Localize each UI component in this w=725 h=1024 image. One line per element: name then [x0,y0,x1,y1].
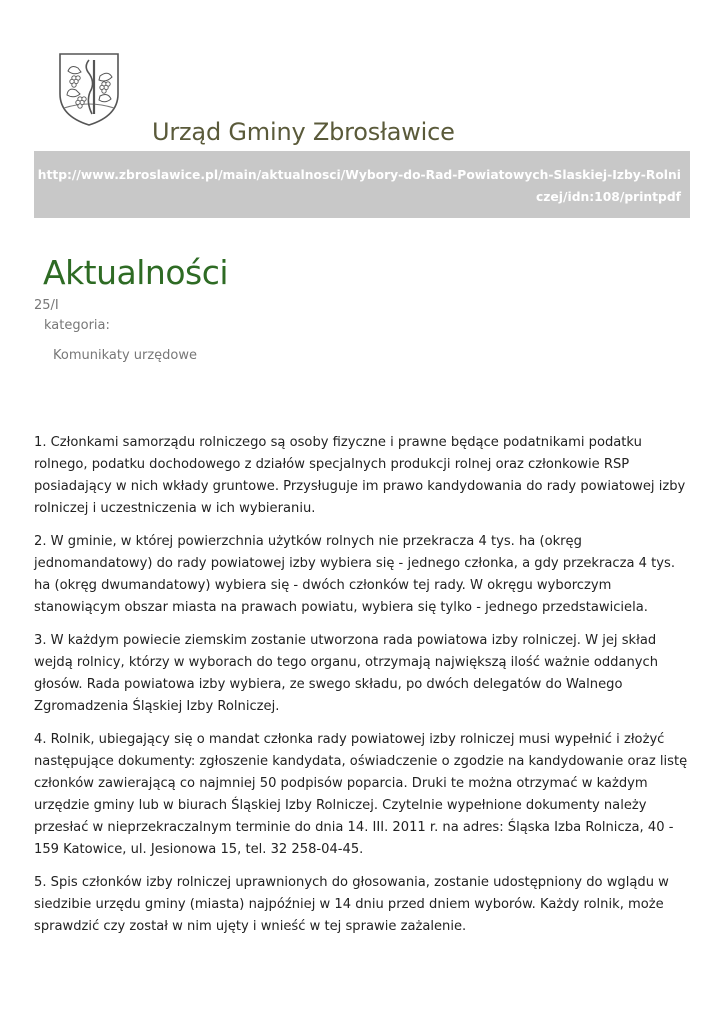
article-content [34,432,694,949]
article-paragraph: 3. W każdym powiecie ziemskim zostanie utworzona rada powiatowa izby rolniczej. W jej skład wejdą rolnicy, którzy w wyborach do tego organu, otrzymają największą ilość ważnie oddanych głosów. Rada powiatowa izby wybiera, ze swego składu, po dwóch delegatów do Walnego Zgromadzenia Śląskiej Izby Rolniczej. [34,633,659,714]
page-url[interactable]: http://www.zbroslawice.pl/main/aktualnosci/Wybory-do-Rad-Powiatowych-Slaskiej-Izby-Rolniczej/idn:108/printpdf [37,168,681,204]
article-paragraph: 5. Spis członków izby rolniczej uprawnionych do głosowania, zostanie udostępniony do wglądu w siedzibie urzędu gminy (miasta) najpóźniej w 14 dniu przed dniem wyborów. Każdy rolnik, może sprawdzić czy został w nim ujęty i wnieść w tej sprawie zażalenie. [34,875,669,934]
article-paragraph: 1. Członkami samorządu rolniczego są osoby fizyczne i prawne będące podatnikami podatku rolnego, podatku dochodowego z działów specjalnych produkcji rolnej oraz członkowie RSP posiadający w nich wkłady gruntowe. Przysługuje im prawo kandydowania do rady powiatowej izby rolniczej i uczestniczenia w ich wybieraniu. [34,435,686,516]
coat-of-arms-icon [56,50,122,128]
site-title: Urząd Gminy Zbrosławice [152,118,455,146]
article-paragraph: 4. Rolnik, ubiegający się o mandat członka rady powiatowej izby rolniczej musi wypełnić i złożyć następujące dokumenty: zgłoszenie kandydata, oświadczenie o zgodzie na kandydowanie oraz listę członków zawierającą co najmniej 50 podpisów poparcia. Druki te można otrzymać w każdym urzędzie gminy lub w biurach Śląskiej Izby Rolniczej. Czytelnie wypełnione dokumenty należy przesłać w nieprzekraczalnym terminie do dnia 14. III. 2011 r. na adres: Śląska Izba Rolnicza, 40 - 159 Katowice, ul. Jesionowa 15, tel. 32 258-04-45. [34,732,688,857]
section-title: Aktualności [43,253,229,292]
category-value: Komunikaty urzędowe [53,348,198,363]
category-label: kategoria: [44,318,110,333]
url-bar [34,151,690,218]
article-date: 25/I [34,298,59,313]
article-paragraph: 2. W gminie, w której powierzchnia użytków rolnych nie przekracza 4 tys. ha (okręg jednomandatowy) do rady powiatowej izby wybiera się - jednego członka, a gdy przekracza 4 tys. ha (okręg dwumandatowy) wybiera się - dwóch członków tej rady. W okręgu wyborczym stanowiącym obszar miasta na prawach powiatu, wybiera się tylko - jednego przedstawiciela. [34,534,676,615]
